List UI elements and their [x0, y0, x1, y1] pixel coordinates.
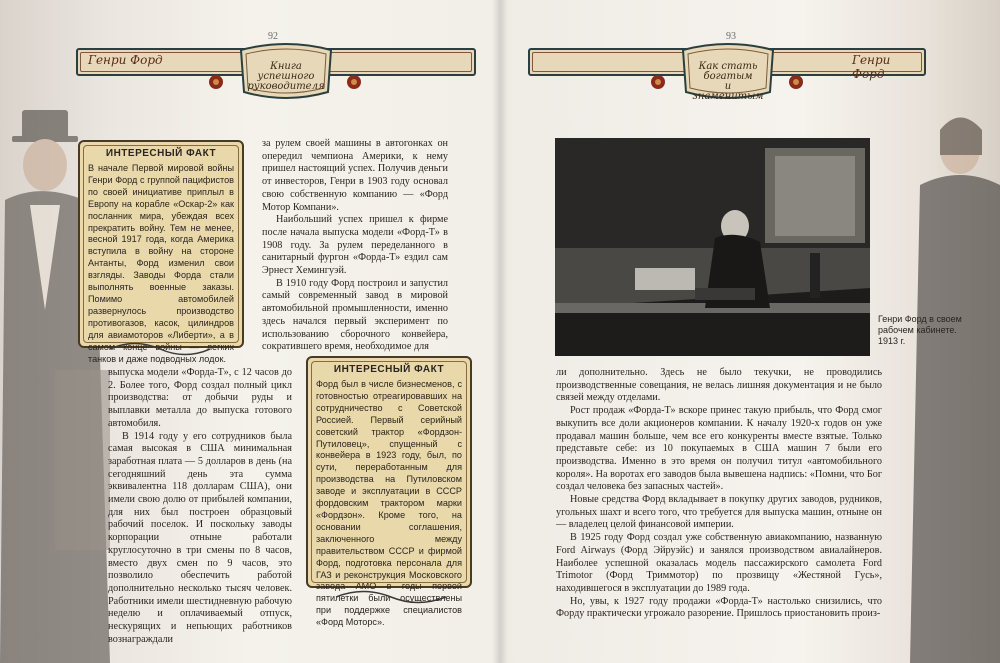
swirl-ornament-icon — [336, 590, 446, 604]
fact-box — [78, 140, 244, 364]
photo-caption: Генри Форд в своем рабочем кабинете. 1913 г. — [878, 314, 962, 346]
paragraph: Рост продаж «Форда-Т» вскоре принес такую прибыль, что Форд смог выкупить все доли акционеров компании. К началу 1920-х годов он уже продавал машин больше, чем все его конкуренты вместе взятые. Только представьте себе: из 10 покупаемых в США машин 7 были его производства. Именно в это время он получил титул «автомобильного короля». На воротах его заводов была вывешена надпись: «Помни, что Бог создал человека без запасных частей». — [556, 405, 882, 493]
gutter — [492, 0, 508, 663]
fact-box-2 — [306, 356, 472, 628]
fact-title: ИНТЕРЕСНЫЙ ФАКТ — [105, 148, 217, 159]
paragraph: ли дополнительно. Здесь не было текучки, не проводились производственные совещания, не велась лишняя документация и не было связей между отделами. — [556, 367, 882, 404]
header-label: Генри Форд — [852, 53, 891, 81]
flower-ornament-icon — [204, 70, 228, 94]
flower-ornament-icon — [784, 70, 808, 94]
fact-title: ИНТЕРЕСНЫЙ ФАКТ — [333, 364, 445, 375]
fact-text: В начале Первой мировой войны Генри Форд с группой пацифистов по своей инициативе приплыл в Европу на корабле «Оскар-2» как посланник мира, убеждая всех прекратить войну. Тем не менее, весной 1917 года, когда Америка вступила в войну на стороне Антанты, Форд изменил свои взгляды. Заводы Форда стали выполнять военные заказы. Помимо автомобилей развернулось производство противогазов, касок, цилиндров для авиамоторов «Либерти», а в самом конце войны — легких танков и даже подводных лодок. — [88, 163, 234, 364]
paragraph: Но, увы, к 1927 году продажи «Форда-Т» настолько снизились, что Форду практически угрожало разорение. Пришлось приостановить произ- — [556, 595, 882, 620]
header-label: Генри Форд — [88, 53, 163, 67]
flower-ornament-icon — [342, 70, 366, 94]
paragraph: Новые средства Форд вкладывает в покупку других заводов, рудников, угольных шахт и всего того, что требуется для выпуска машин, отныне он — владелец целой финансовой империи. — [556, 494, 882, 531]
paragraph: выпуска модели «Форда-Т», с 12 часов до 2. Более того, Форд создал полный цикл производства: от добычи руды и выплавки металла до выпуска готового автомобиля. — [108, 367, 292, 429]
paragraph: В 1910 году Форд построил и запустил самый современный завод в мировой автомобильной промышленности, именно здесь начался первый эксперимент по использованию сборочного конвейера, сократившего время, необходимое для — [262, 277, 448, 353]
header-banner-left — [76, 40, 476, 100]
fact-text: Форд был в числе бизнесменов, с готовностью отреагировавших на сотрудничество с Советской Россией. Первый серийный советский трактор «Фордзон-Путиловец», спущенный с конвейера в 1923 году, был, по сути, переработанным для производства на Путиловском заводе и эксплуатации в СССР фордовским трактором марки «Фордзон». Кроме того, на основании соглашения, заключенного между правительством СССР и фирмой Форд, подготовка персонала для ГАЗ и реконструкция Московского завода АМО в годы первой пятилетки были осуществлены при поддержке специалистов «Форд Моторс». — [316, 379, 462, 628]
header-title: Как стать богатым и знаменитым — [692, 61, 764, 102]
paragraph: за рулем своей машины в автогонках он опередил чемпиона Америки, к нему пришел настоящий успех. Получив деньги от инвесторов, Генри в 1903 году основал свою собственную компанию — «Форд Мотор Компани». — [262, 138, 448, 213]
portrait-right — [900, 110, 1000, 663]
paragraph: Наибольший успех пришел к фирме после начала выпуска модели «Форд-Т» в 1908 году. За рулем переделанного в санитарный фургон «Форда-Т» ездил сам Эрнест Хемингуэй. — [262, 214, 448, 277]
swirl-ornament-icon — [110, 342, 210, 356]
page-number: 93 — [726, 31, 736, 42]
text-column — [556, 367, 882, 621]
header-title: Книга успешного руководителя — [247, 61, 325, 92]
page-number: 92 — [268, 31, 278, 42]
paragraph: В 1925 году Форд создал уже собственную авиакомпанию, названную Ford Airways (Форд Эйруэйс) и занялся производством авиалайнеров. Наиболее успешной оказалась модель пассажирского самолета Ford Trimotor (Форд Триммотор) по прозвищу «Жестяной Гусь», находившегося в эксплуатации до 1989 года. — [556, 532, 882, 594]
header-banner-right — [528, 40, 926, 100]
flower-ornament-icon — [646, 70, 670, 94]
paragraph: В 1914 году у его сотрудников была самая высокая в США минимальная заработная плата — 5 долларов в день (на сегодняшний день эта сумма эквивалентна 118 долларам США), они имели свою долю от прибылей компании, для них был построен образцовый рабочий поселок. И поскольку заводы корпорации отныне работали круглосуточно в три смены по 8 часов, вместо двух смен по 9 часов, это позволило обеспечить работой дополнительно несколько тысяч человек. Работники имели шестидневную рабочую неделю и оплачиваемый отпуск, нескурящих и непьющих работников вознаграждали — [108, 430, 292, 645]
text-column-lower — [108, 367, 292, 646]
henry-ford-office-photo — [555, 138, 870, 356]
text-column-upper — [262, 138, 448, 354]
